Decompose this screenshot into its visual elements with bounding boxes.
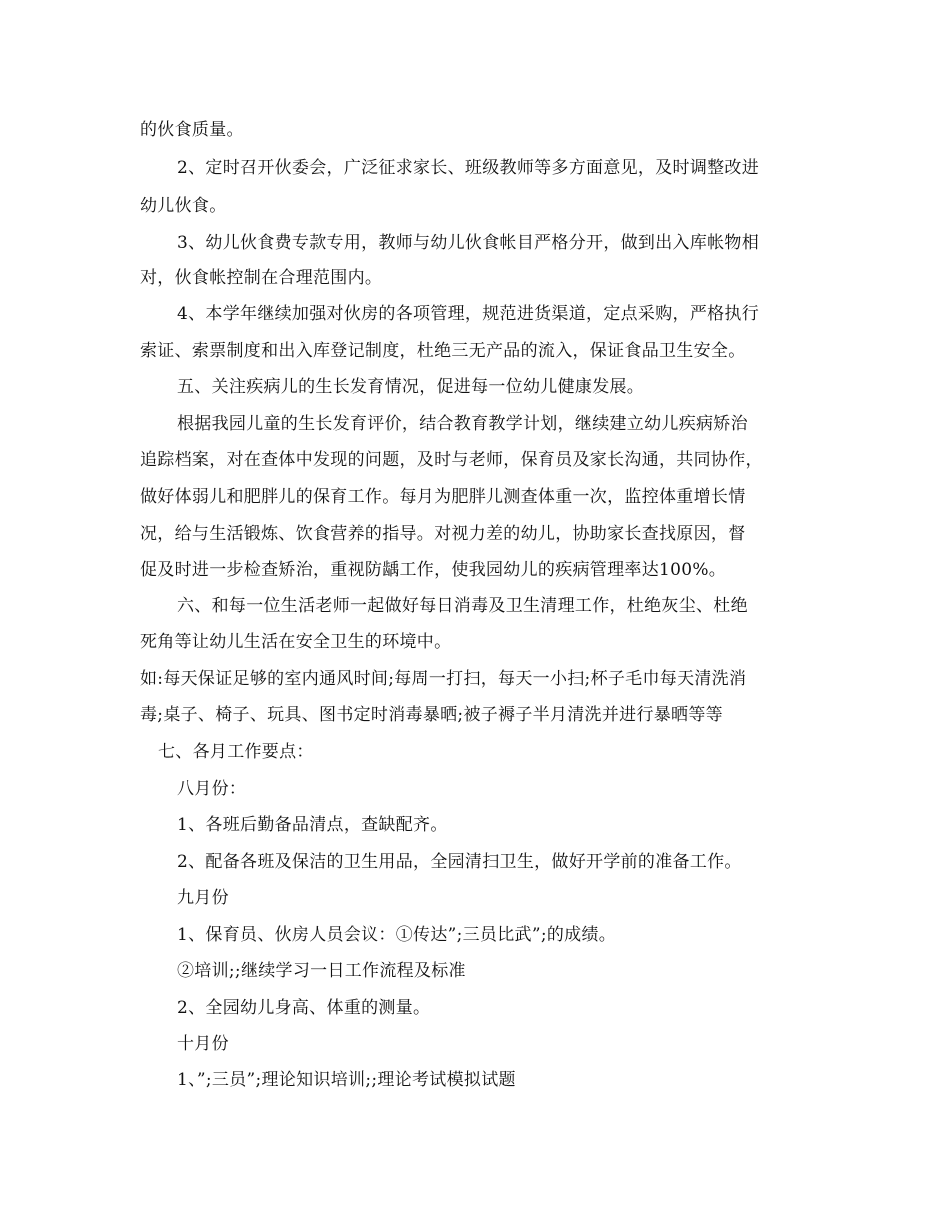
text-line: ②培训;;继续学习一日工作流程及标准 [177,961,466,981]
text-line: 促及时进一步检查矫治，重视防龋工作，使我园幼儿的疾病管理率达100%。 [140,560,727,580]
text-line: 3、幼儿伙食费专款专用，教师与幼儿伙食帐目严格分开，做到出入库帐物相 [177,233,760,253]
text-line: 1、保育员、伙房人员会议：①传达”;三员比武”;的成绩。 [177,925,617,945]
text-line: 做好体弱儿和肥胖儿的保育工作。每月为肥胖儿测查体重一次，监控体重增长情 [140,487,746,507]
text-line: 追踪档案，对在查体中发现的问题，及时与老师，保育员及家长沟通，共同协作， [140,450,763,470]
section-heading: 六、和每一位生活老师一起做好每日消毒及卫生清理工作，杜绝灰尘、杜绝 [177,596,748,616]
text-line: 1、”;三员”;理论知识培训;;理论考试模拟试题 [177,1070,516,1090]
text-line: 2、定时召开伙委会，广泛征求家长、班级教师等多方面意见，及时调整改进 [177,158,760,178]
text-line: 如:每天保证足够的室内通风时间;每周一打扫，每天一小扫;杯子毛巾每天清洗消 [140,669,747,689]
text-line: 死角等让幼儿生活在安全卫生的环境中。 [140,632,452,652]
text-line: 的伙食质量。 [140,120,244,140]
text-line: 况，给与生活锻炼、饮食营养的指导。对视力差的幼儿，协助家长查找原因，督 [140,524,746,544]
month-heading: 八月份： [177,779,247,799]
text-line: 根据我园儿童的生长发育评价，结合教育教学计划，继续建立幼儿疾病矫治 [177,414,748,434]
text-line: 毒;桌子、椅子、玩具、图书定时消毒暴晒;被子褥子半月清洗并进行暴晒等等 [140,705,723,725]
text-line: 4、本学年继续加强对伙房的各项管理，规范进货渠道，定点采购，严格执行 [177,304,760,324]
text-line: 2、全园幼儿身高、体重的测量。 [177,998,431,1018]
text-line: 幼儿伙食。 [140,196,227,216]
section-heading: 五、关注疾病儿的生长发育情况，促进每一位幼儿健康发展。 [177,377,645,397]
month-heading: 九月份 [177,888,229,908]
text-line: 1、各班后勤备品清点，查缺配齐。 [177,815,448,835]
text-line: 索证、索票制度和出入库登记制度，杜绝三无产品的流入，保证食品卫生安全。 [140,341,746,361]
month-heading: 十月份 [177,1034,229,1054]
section-heading: 七、各月工作要点： [158,742,314,762]
text-line: 2、配备各班及保洁的卫生用品，全园清扫卫生，做好开学前的准备工作。 [177,852,742,872]
text-line: 对，伙食帐控制在合理范围内。 [140,268,383,288]
